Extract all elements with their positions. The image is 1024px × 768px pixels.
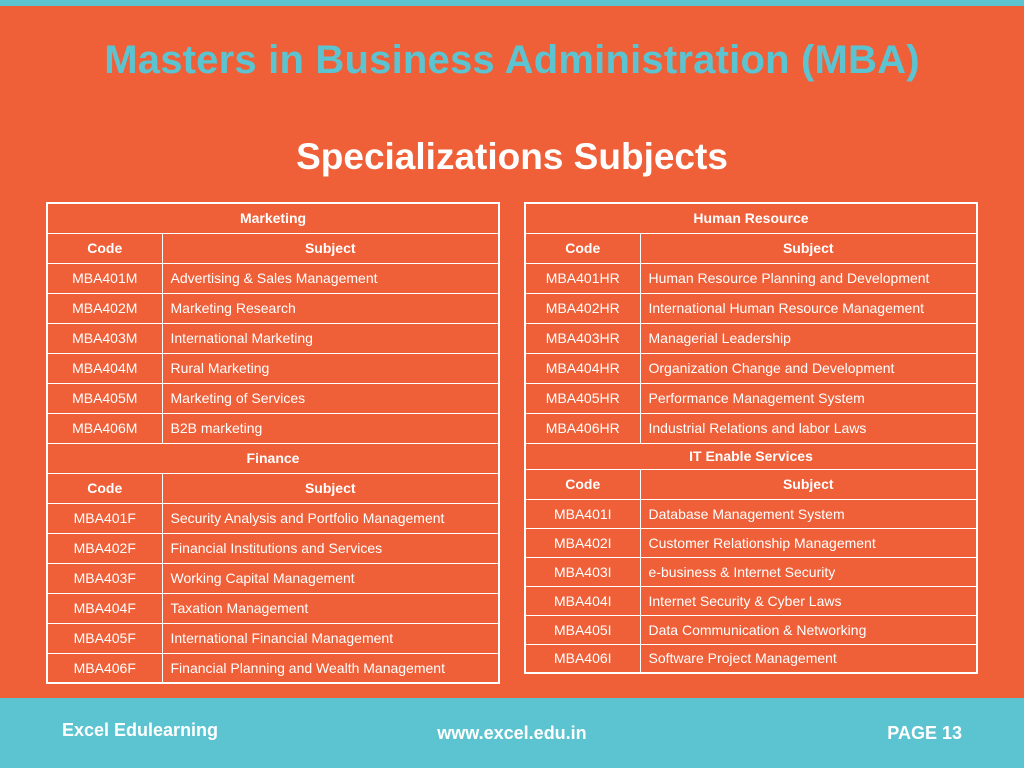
subject-code: MBA406HR bbox=[525, 413, 640, 443]
subject-column-header: Subject bbox=[162, 473, 499, 503]
subject-code: MBA403M bbox=[47, 323, 162, 353]
subject-name: Marketing of Services bbox=[162, 383, 499, 413]
section-heading: Marketing bbox=[47, 203, 499, 233]
subject-name: International Human Resource Management bbox=[640, 293, 977, 323]
subject-name: Data Communication & Networking bbox=[640, 615, 977, 644]
code-column-header: Code bbox=[525, 469, 640, 499]
subject-name: e-business & Internet Security bbox=[640, 557, 977, 586]
table-row bbox=[525, 323, 977, 353]
table-row bbox=[47, 563, 499, 593]
subject-name: Industrial Relations and labor Laws bbox=[640, 413, 977, 443]
section-heading-row bbox=[525, 203, 977, 233]
section-heading: Human Resource bbox=[525, 203, 977, 233]
table-row bbox=[47, 323, 499, 353]
subject-column-header: Subject bbox=[640, 233, 977, 263]
subject-code: MBA401F bbox=[47, 503, 162, 533]
table-row bbox=[525, 413, 977, 443]
subject-code: MBA403HR bbox=[525, 323, 640, 353]
table-row bbox=[525, 499, 977, 528]
table-row bbox=[47, 383, 499, 413]
table-row bbox=[525, 586, 977, 615]
subject-code: MBA404HR bbox=[525, 353, 640, 383]
subject-name: Software Project Management bbox=[640, 644, 977, 673]
table-row bbox=[47, 503, 499, 533]
column-header-row bbox=[525, 469, 977, 499]
section-heading: Finance bbox=[47, 443, 499, 473]
subject-name: Working Capital Management bbox=[162, 563, 499, 593]
subject-column-header: Subject bbox=[640, 469, 977, 499]
section-heading-row bbox=[525, 443, 977, 469]
column-header-row bbox=[47, 473, 499, 503]
table-row bbox=[525, 557, 977, 586]
subject-name: International Financial Management bbox=[162, 623, 499, 653]
subject-name: Managerial Leadership bbox=[640, 323, 977, 353]
table-row bbox=[47, 593, 499, 623]
subject-name: Rural Marketing bbox=[162, 353, 499, 383]
table-row bbox=[47, 293, 499, 323]
subject-code: MBA406M bbox=[47, 413, 162, 443]
subject-column-header: Subject bbox=[162, 233, 499, 263]
table-row bbox=[47, 533, 499, 563]
subject-code: MBA401HR bbox=[525, 263, 640, 293]
table-row bbox=[47, 353, 499, 383]
subject-name: Taxation Management bbox=[162, 593, 499, 623]
subject-code: MBA402HR bbox=[525, 293, 640, 323]
table-row bbox=[47, 263, 499, 293]
subject-name: Financial Planning and Wealth Management bbox=[162, 653, 499, 683]
subject-code: MBA401I bbox=[525, 499, 640, 528]
subject-name: International Marketing bbox=[162, 323, 499, 353]
table-row bbox=[525, 644, 977, 673]
subject-code: MBA406I bbox=[525, 644, 640, 673]
subject-code: MBA402F bbox=[47, 533, 162, 563]
subject-name: Advertising & Sales Management bbox=[162, 263, 499, 293]
subject-code: MBA404F bbox=[47, 593, 162, 623]
column-header-row bbox=[47, 233, 499, 263]
slide-title: Masters in Business Administration (MBA) bbox=[104, 38, 920, 82]
subject-code: MBA402I bbox=[525, 528, 640, 557]
code-column-header: Code bbox=[47, 233, 162, 263]
table-row bbox=[47, 623, 499, 653]
subject-name: Internet Security & Cyber Laws bbox=[640, 586, 977, 615]
subject-name: Customer Relationship Management bbox=[640, 528, 977, 557]
subject-code: MBA405HR bbox=[525, 383, 640, 413]
right-subjects-table bbox=[524, 202, 978, 674]
subject-code: MBA406F bbox=[47, 653, 162, 683]
slide-subtitle: Specializations Subjects bbox=[296, 136, 728, 177]
footer-url[interactable]: www.excel.edu.in bbox=[437, 723, 587, 743]
subject-name: Financial Institutions and Services bbox=[162, 533, 499, 563]
subject-name: Organization Change and Development bbox=[640, 353, 977, 383]
top-accent-band bbox=[0, 0, 1024, 6]
subject-code: MBA405F bbox=[47, 623, 162, 653]
footer-page-number: PAGE 13 bbox=[887, 723, 962, 743]
subject-code: MBA404I bbox=[525, 586, 640, 615]
table-row bbox=[47, 653, 499, 683]
subject-code: MBA405I bbox=[525, 615, 640, 644]
subject-name: Security Analysis and Portfolio Management bbox=[162, 503, 499, 533]
table-row bbox=[525, 353, 977, 383]
table-row bbox=[47, 413, 499, 443]
column-header-row bbox=[525, 233, 977, 263]
table-row bbox=[525, 383, 977, 413]
subject-code: MBA405M bbox=[47, 383, 162, 413]
table-row bbox=[525, 528, 977, 557]
subject-name: Marketing Research bbox=[162, 293, 499, 323]
code-column-header: Code bbox=[525, 233, 640, 263]
table-row bbox=[525, 263, 977, 293]
subject-name: Human Resource Planning and Development bbox=[640, 263, 977, 293]
table-row bbox=[525, 615, 977, 644]
subject-name: B2B marketing bbox=[162, 413, 499, 443]
left-subjects-table bbox=[46, 202, 500, 684]
subject-code: MBA401M bbox=[47, 263, 162, 293]
subject-code: MBA403F bbox=[47, 563, 162, 593]
subject-code: MBA403I bbox=[525, 557, 640, 586]
footer-bar bbox=[0, 698, 1024, 768]
subject-code: MBA402M bbox=[47, 293, 162, 323]
subject-name: Performance Management System bbox=[640, 383, 977, 413]
section-heading-row bbox=[47, 443, 499, 473]
footer-brand: Excel Edulearning bbox=[62, 720, 219, 740]
code-column-header: Code bbox=[47, 473, 162, 503]
section-heading-row bbox=[47, 203, 499, 233]
subject-code: MBA404M bbox=[47, 353, 162, 383]
section-heading: IT Enable Services bbox=[525, 443, 977, 469]
table-row bbox=[525, 293, 977, 323]
subject-name: Database Management System bbox=[640, 499, 977, 528]
